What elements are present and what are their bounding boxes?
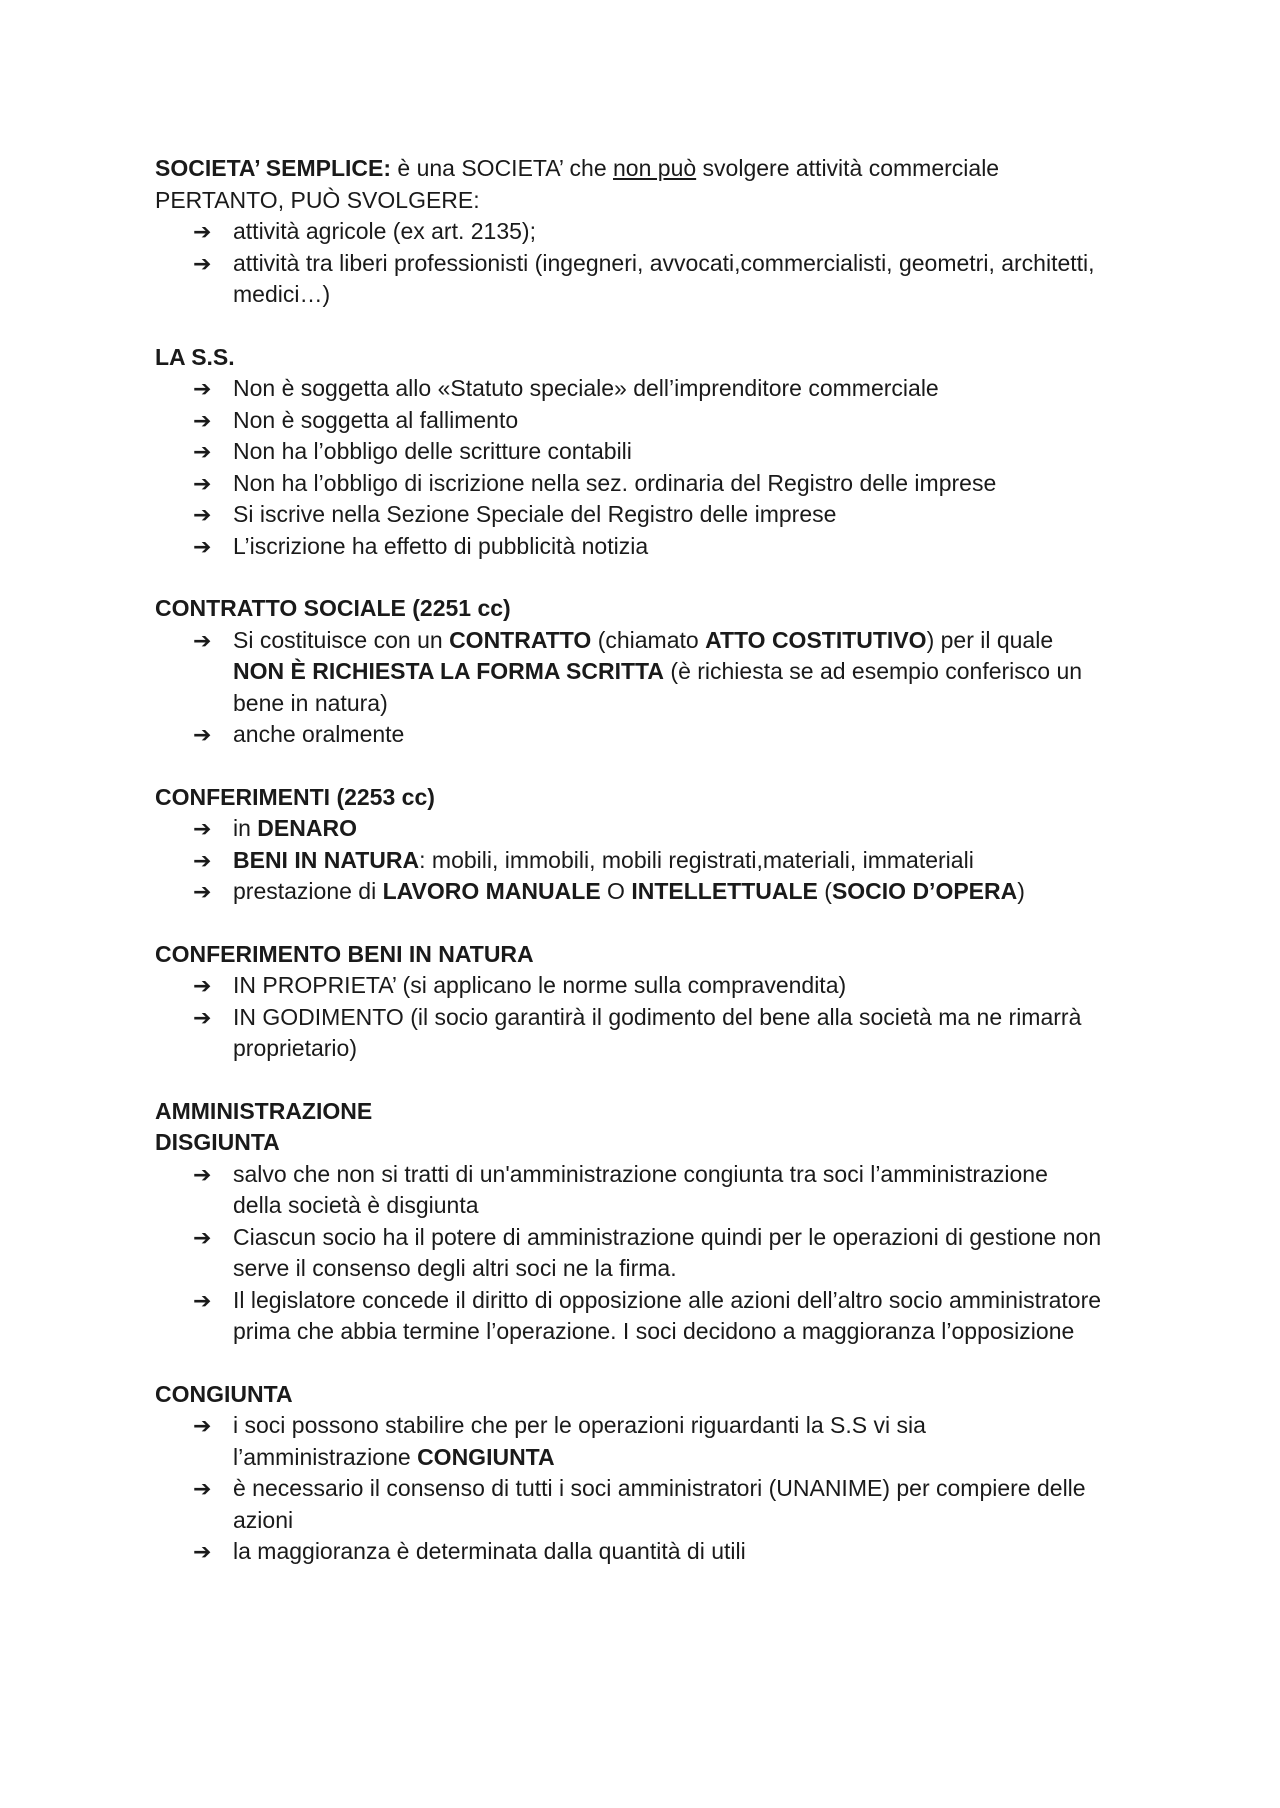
- intro-line: SOCIETA’ SEMPLICE: è una SOCIETA’ che non può svolgere attività commerciale: [155, 155, 1000, 181]
- subsection-title-congiunta: CONGIUNTA: [155, 1380, 293, 1407]
- section-title-conferimenti: CONFERIMENTI (2253 cc): [155, 783, 435, 810]
- arrow-bullet-icon: ➔: [193, 376, 212, 401]
- section-title-contratto-sociale: CONTRATTO SOCIALE (2251 cc): [155, 595, 511, 621]
- arrow-bullet-icon: ➔: [193, 879, 212, 904]
- list-item: ➔ prestazione di LAVORO MANUALE O INTELLETTUALE (SOCIO D’OPERA): [155, 876, 1135, 908]
- arrow-bullet-icon: ➔: [193, 219, 212, 244]
- list-item: ➔ salvo che non si tratti di un'amministrazione congiunta tra soci l’amministrazione della società è disgiunta: [193, 1160, 1048, 1218]
- arrow-bullet-icon: ➔: [193, 1476, 212, 1501]
- list-item: ➔ i soci possono stabilire che per le operazioni riguardanti la S.S vi sia l’amministrazione CONGIUNTA: [193, 1412, 926, 1470]
- arrow-bullet-icon: ➔: [193, 250, 212, 276]
- section-title-la-ss: LA S.S.: [155, 343, 235, 370]
- underlined-text: non può: [613, 155, 697, 181]
- section-title-societa-semplice: SOCIETA’ SEMPLICE:: [155, 155, 391, 181]
- list-item: ➔ IN PROPRIETA’ (si applicano le norme sulla compravendita): [155, 970, 1135, 1002]
- bullet-list-conferimenti: [155, 813, 1135, 908]
- arrow-bullet-icon: ➔: [193, 1413, 212, 1438]
- arrow-bullet-icon: ➔: [193, 533, 212, 559]
- arrow-bullet-icon: ➔: [193, 1539, 212, 1564]
- arrow-bullet-icon: ➔: [193, 1287, 212, 1313]
- arrow-bullet-icon: ➔: [193, 722, 212, 747]
- bullet-list-disgiunta: [155, 1159, 1135, 1348]
- list-item: ➔ in DENARO: [155, 813, 1135, 845]
- arrow-bullet-icon: ➔: [193, 502, 212, 527]
- bullet-list-la-ss: [155, 373, 1135, 562]
- list-item: ➔ Non ha l’obbligo di iscrizione nella sez. ordinaria del Registro delle imprese: [155, 468, 1135, 500]
- arrow-bullet-icon: ➔: [193, 1224, 212, 1250]
- list-item: ➔ Non ha l’obbligo delle scritture contabili: [155, 436, 1135, 468]
- list-item: ➔ IN GODIMENTO (il socio garantirà il godimento del bene alla società ma ne rimarrà proprietario): [193, 1003, 1082, 1061]
- section-title-conferimento-beni: CONFERIMENTO BENI IN NATURA: [155, 940, 534, 967]
- arrow-bullet-icon: ➔: [193, 973, 212, 998]
- list-item: ➔ Non è soggetta al fallimento: [155, 405, 1135, 437]
- bullet-list-attivita: [155, 216, 1135, 311]
- notes-content: [155, 153, 1135, 1568]
- list-item: ➔ Il legislatore concede il diritto di opposizione alle azioni dell’altro socio amministratore prima che abbia termine l’operazione. I soci decidono a maggioranza l’opposizione: [193, 1286, 1102, 1344]
- list-item: ➔ Si costituisce con un CONTRATTO (chiamato ATTO COSTITUTIVO) per il quale NON È RICHIESTA LA FORMA SCRITTA (è richiesta se ad esempio conferisco un bene in natura): [193, 626, 1083, 716]
- section-title-amministrazione: AMMINISTRAZIONE: [155, 1097, 373, 1124]
- bullet-list-contratto: [155, 625, 1135, 751]
- list-item: ➔ la maggioranza è determinata dalla quantità di utili: [155, 1536, 1135, 1568]
- list-item: ➔ Ciascun socio ha il potere di amministrazione quindi per le operazioni di gestione non serve il consenso degli altri soci ne la firma.: [193, 1223, 1102, 1281]
- arrow-bullet-icon: ➔: [193, 470, 212, 496]
- list-item: ➔ L’iscrizione ha effetto di pubblicità notizia: [155, 531, 1135, 563]
- arrow-bullet-icon: ➔: [193, 1161, 212, 1187]
- list-item: ➔ attività agricole (ex art. 2135);: [155, 216, 1135, 248]
- arrow-bullet-icon: ➔: [193, 439, 212, 464]
- arrow-bullet-icon: ➔: [193, 1004, 212, 1030]
- bullet-list-congiunta: [155, 1410, 1135, 1568]
- arrow-bullet-icon: ➔: [193, 407, 212, 433]
- intro-line-2: PERTANTO, PUÒ SVOLGERE:: [155, 186, 480, 213]
- list-item: ➔ attività tra liberi professionisti (ingegneri, avvocati,commercialisti, geometri, architetti, medici…): [193, 249, 1095, 307]
- bullet-list-conferimento-beni: [155, 970, 1135, 1065]
- list-item: ➔ Non è soggetta allo «Statuto speciale» dell’imprenditore commerciale: [155, 373, 1135, 405]
- arrow-bullet-icon: ➔: [193, 816, 212, 841]
- list-item: ➔ BENI IN NATURA: mobili, immobili, mobili registrati,materiali, immateriali: [155, 845, 1135, 877]
- list-item: ➔ è necessario il consenso di tutti i soci amministratori (UNANIME) per compiere delle azioni: [193, 1475, 1086, 1533]
- list-item: ➔ anche oralmente: [155, 719, 1135, 751]
- arrow-bullet-icon: ➔: [193, 847, 212, 873]
- list-item: ➔ Si iscrive nella Sezione Speciale del Registro delle imprese: [155, 499, 1135, 531]
- arrow-bullet-icon: ➔: [193, 627, 212, 653]
- subsection-title-disgiunta: DISGIUNTA: [155, 1129, 280, 1155]
